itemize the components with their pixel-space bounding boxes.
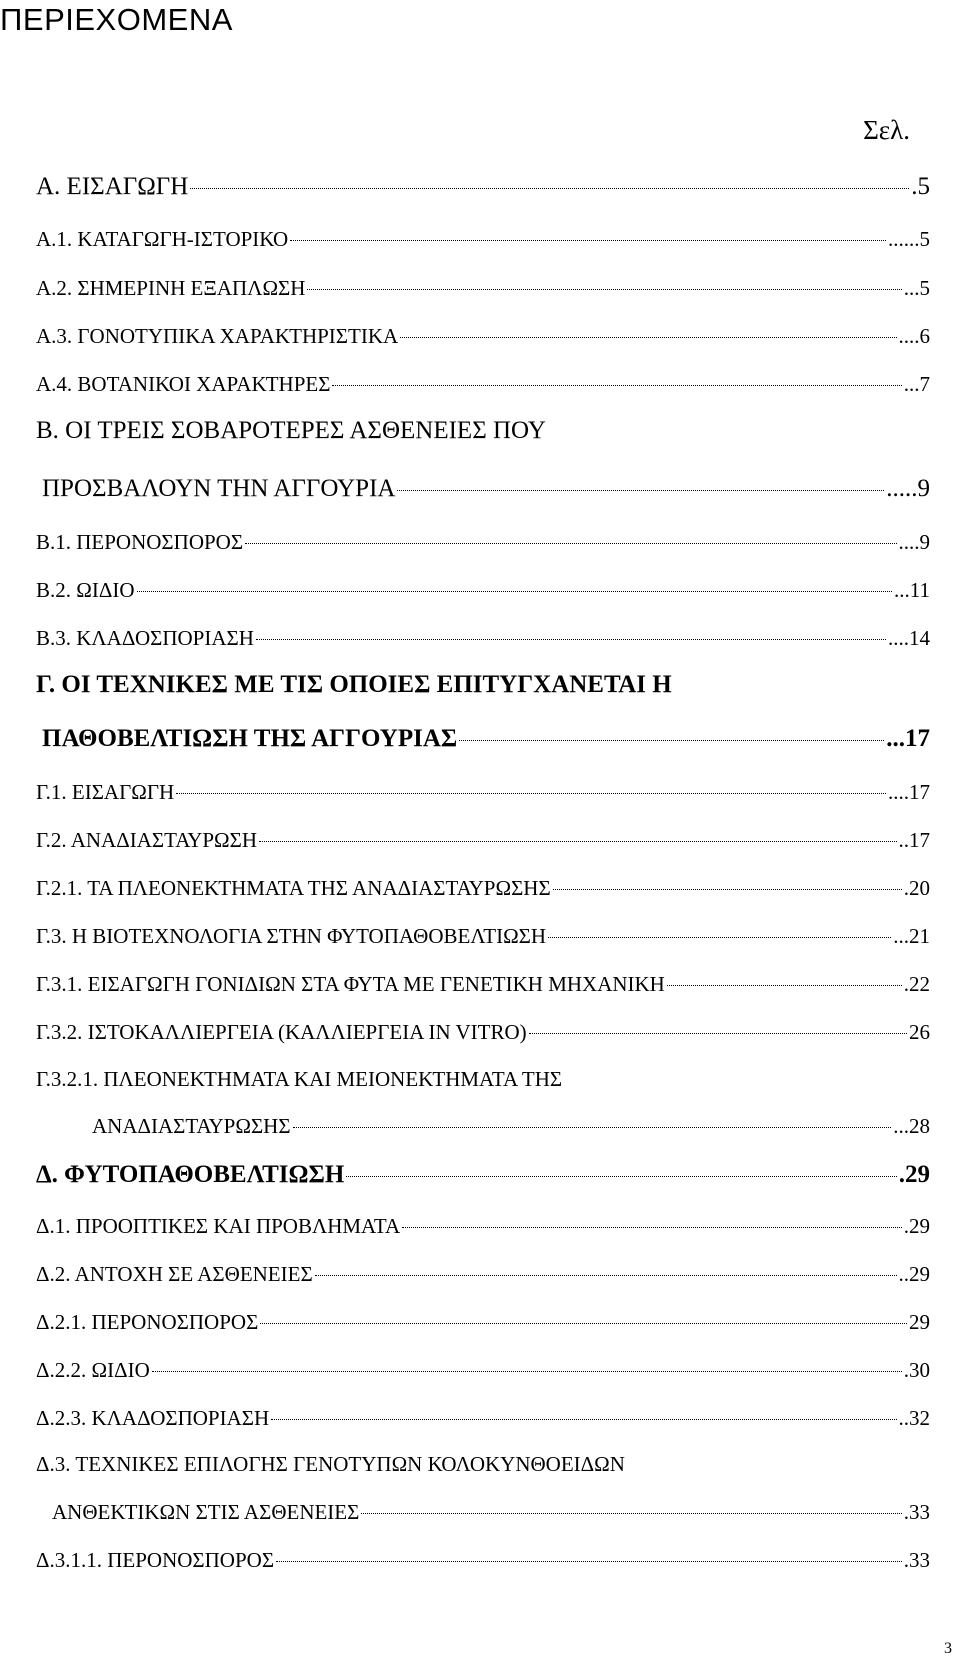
toc-entry-page: ...17 — [886, 725, 930, 752]
toc-entry-label: Γ.3.2. ΙΣΤΟΚΑΛΛΙΕΡΓΕΙΑ (ΚΑΛΛΙΕΡΓΕΙΑ IN VITRO) — [36, 1020, 527, 1044]
toc-entry[interactable] — [36, 1406, 930, 1430]
toc-entry-page: ...21 — [893, 924, 930, 948]
dot-leader — [176, 793, 886, 794]
toc-entry-label: Δ.2.2. ΩΙΔΙΟ — [36, 1358, 150, 1382]
toc-entry-label: Δ.2.1. ΠΕΡΟΝΟΣΠΟΡΟΣ — [36, 1310, 259, 1334]
toc-entry-page: ....14 — [888, 626, 930, 650]
toc-entry-label: Α.4. ΒΟΤΑΝΙΚΟΙ ΧΑΡΑΚΤΗΡΕΣ — [36, 372, 331, 396]
toc-entry[interactable] — [36, 1160, 930, 1190]
toc-entry-label: Γ.1. ΕΙΣΑΓΩΓΗ — [36, 780, 175, 804]
toc-heading[interactable]: Β. ΟΙ ΤΡΕΙΣ ΣΟΒΑΡΟΤΕΡΕΣ ΑΣΘΕΝΕΙΕΣ ΠΟΥ — [36, 417, 546, 444]
toc-entry[interactable] — [92, 1114, 930, 1138]
dot-leader — [293, 1127, 892, 1128]
page-column-label: Σελ. — [863, 115, 910, 145]
toc-entry-page: ..17 — [898, 828, 930, 852]
dot-leader — [276, 1561, 902, 1562]
toc-heading[interactable]: Γ. ΟΙ ΤΕΧΝΙΚΕΣ ΜΕ ΤΙΣ ΟΠΟΙΕΣ ΕΠΙΤΥΓΧΑΝΕΤΑΙ Η — [36, 671, 672, 698]
toc-entry-page: .33 — [903, 1500, 930, 1524]
dot-leader — [137, 591, 892, 592]
dot-leader — [245, 543, 896, 544]
toc-entry-label: Δ.3.1.1. ΠΕΡΟΝΟΣΠΟΡΟΣ — [36, 1548, 275, 1572]
dot-leader — [667, 985, 902, 986]
toc-entry[interactable] — [36, 172, 930, 202]
toc-entry-label: Γ.2. ΑΝΑΔΙΑΣΤΑΥΡΩΣΗ — [36, 828, 258, 852]
toc-entry-label: ΠΑΘΟΒΕΛΤΙΩΣΗ ΤΗΣ ΑΓΓΟΥΡΙΑΣ — [42, 725, 458, 752]
toc-entry[interactable] — [36, 780, 930, 804]
dot-leader — [459, 740, 884, 741]
toc-entry-page: .29 — [903, 1214, 930, 1238]
toc-entry-label: Γ.3.1. ΕΙΣΑΓΩΓΗ ΓΟΝΙΔΙΩΝ ΣΤΑ ΦΥΤΑ ΜΕ ΓΕΝΕΤΙΚΗ ΜΗΧΑΝΙΚΗ — [36, 972, 665, 996]
dot-leader — [152, 1371, 902, 1372]
dot-leader — [315, 1275, 897, 1276]
toc-entry[interactable] — [36, 1358, 930, 1382]
toc-entry-page: ...11 — [894, 578, 930, 602]
toc-entry[interactable] — [36, 828, 930, 852]
toc-entry[interactable] — [52, 1500, 930, 1524]
toc-entry[interactable] — [36, 227, 930, 251]
dot-leader — [271, 1419, 896, 1420]
toc-entry[interactable] — [42, 474, 930, 504]
toc-entry[interactable] — [36, 626, 930, 650]
page-title: ΠΕΡΙΕΧΟΜΕΝΑ — [0, 2, 233, 37]
toc-entry-page: .5 — [911, 173, 930, 200]
toc-entry-label: Α.2. ΣΗΜΕΡΙΝΗ ΕΞΑΠΛΩΣΗ — [36, 276, 306, 300]
dot-leader — [529, 1033, 907, 1034]
toc-entry[interactable] — [36, 972, 930, 996]
toc-entry[interactable] — [36, 876, 930, 900]
toc-entry-label: Β.1. ΠΕΡΟΝΟΣΠΟΡΟΣ — [36, 530, 244, 554]
dot-leader — [307, 289, 901, 290]
dot-leader — [402, 1227, 902, 1228]
toc-entry[interactable] — [36, 530, 930, 554]
toc-entry[interactable] — [36, 1020, 930, 1044]
toc-entry-label: ΑΝΘΕΚΤΙΚΩΝ ΣΤΙΣ ΑΣΘΕΝΕΙΕΣ — [52, 1500, 360, 1524]
toc-entry-label: Δ. ΦΥΤΟΠΑΘΟΒΕΛΤΙΩΣΗ — [36, 1161, 345, 1188]
dot-leader — [256, 639, 886, 640]
toc-entry[interactable] — [36, 1214, 930, 1238]
dot-leader — [553, 889, 902, 890]
toc-entry-page: .29 — [898, 1161, 930, 1188]
dot-leader — [259, 841, 896, 842]
toc-entry-page: ...5 — [903, 276, 930, 300]
toc-entry[interactable] — [36, 1310, 930, 1334]
toc-entry-label: Β.2. ΩΙΔΙΟ — [36, 578, 135, 602]
toc-entry-label: ΠΡΟΣΒΑΛΟΥΝ ΤΗΝ ΑΓΓΟΥΡΙΑ — [42, 475, 396, 502]
toc-entry-label: Δ.2.3. ΚΛΑΔΟΣΠΟΡΙΑΣΗ — [36, 1406, 270, 1430]
toc-entry-page: .33 — [903, 1548, 930, 1572]
toc-entry-page: ....9 — [898, 530, 930, 554]
toc-entry-label: Α. ΕΙΣΑΓΩΓΗ — [36, 173, 189, 200]
toc-entry-label: ΑΝΑΔΙΑΣΤΑΥΡΩΣΗΣ — [92, 1114, 291, 1138]
toc-entry[interactable] — [36, 1262, 930, 1286]
toc-heading[interactable]: Δ.3. ΤΕΧΝΙΚΕΣ ΕΠΙΛΟΓΗΣ ΓΕΝΟΤΥΠΩΝ ΚΟΛΟΚΥΝΘΟΕΙΔΩΝ — [36, 1452, 625, 1476]
toc-entry-page: .20 — [903, 876, 930, 900]
toc-entry[interactable] — [36, 372, 930, 396]
toc-entry-page: .30 — [903, 1358, 930, 1382]
toc-entry-page: ......5 — [888, 227, 930, 251]
toc-entry[interactable] — [36, 578, 930, 602]
dot-leader — [190, 188, 909, 189]
toc-entry-page: ...7 — [903, 372, 930, 396]
toc-entry-label: Α.1. ΚΑΤΑΓΩΓΗ-ΙΣΤΟΡΙΚΟ — [36, 227, 289, 251]
toc-entry-page: ...28 — [893, 1114, 930, 1138]
toc-heading[interactable]: Γ.3.2.1. ΠΛΕΟΝΕΚΤΗΜΑΤΑ ΚΑΙ ΜΕΙΟΝΕΚΤΗΜΑΤΑ ΤΗΣ — [36, 1067, 563, 1091]
toc-entry-label: Δ.1. ΠΡΟΟΠΤΙΚΕΣ ΚΑΙ ΠΡΟΒΛΗΜΑΤΑ — [36, 1214, 401, 1238]
toc-entry-page: ....17 — [888, 780, 930, 804]
dot-leader — [397, 490, 884, 491]
toc-entry-page: .....9 — [886, 475, 930, 502]
dot-leader — [332, 385, 901, 386]
dot-leader — [361, 1513, 901, 1514]
toc-entry[interactable] — [36, 924, 930, 948]
dot-leader — [290, 240, 886, 241]
toc-entry-page: ..32 — [898, 1406, 930, 1430]
toc-entry-label: Δ.2. ΑΝΤΟΧΗ ΣΕ ΑΣΘΕΝΕΙΕΣ — [36, 1262, 313, 1286]
toc-entry-label: Α.3. ΓΟΝΟΤΥΠΙΚΑ ΧΑΡΑΚΤΗΡΙΣΤΙΚΑ — [36, 324, 399, 348]
dot-leader — [346, 1176, 896, 1177]
toc-entry-page: ....6 — [898, 324, 930, 348]
toc-entry-page: 29 — [909, 1310, 930, 1334]
toc-entry[interactable] — [36, 276, 930, 300]
toc-entry-page: 26 — [909, 1020, 930, 1044]
page-number: 3 — [944, 1640, 952, 1657]
toc-entry[interactable] — [36, 1548, 930, 1572]
toc-entry[interactable] — [42, 724, 930, 754]
toc-entry-page: ..29 — [898, 1262, 930, 1286]
toc-entry-page: .22 — [903, 972, 930, 996]
toc-entry-label: Β.3. ΚΛΑΔΟΣΠΟΡΙΑΣΗ — [36, 626, 254, 650]
dot-leader — [548, 937, 891, 938]
toc-entry-label: Γ.3. Η ΒΙΟΤΕΧΝΟΛΟΓΙΑ ΣΤΗΝ ΦΥΤΟΠΑΘΟΒΕΛΤΙΩΣΗ — [36, 924, 547, 948]
toc-entry-label: Γ.2.1. ΤΑ ΠΛΕΟΝΕΚΤΗΜΑΤΑ ΤΗΣ ΑΝΑΔΙΑΣΤΑΥΡΩΣΗΣ — [36, 876, 551, 900]
dot-leader — [260, 1323, 907, 1324]
toc-entry[interactable] — [36, 324, 930, 348]
dot-leader — [400, 337, 896, 338]
